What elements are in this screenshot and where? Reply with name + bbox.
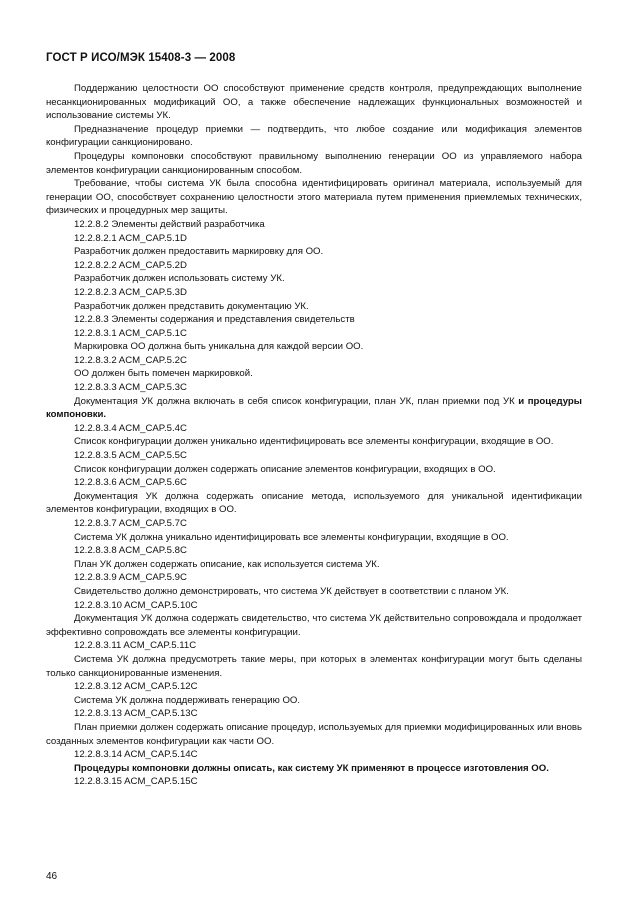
paragraph-text: Процедуры компоновки способствуют правильному выполнению генерации ОО из управляемого набора элементов конфигурации санкционированным способом. — [46, 150, 582, 176]
paragraph-text: 12.2.8.2 Элементы действий разработчика — [74, 218, 265, 230]
paragraph-text: 12.2.8.3.13 ACM_CAP.5.13C — [74, 708, 198, 720]
paragraph-text: Разработчик должен использовать систему УК. — [74, 273, 285, 285]
paragraph-text: 12.2.8.3.11 ACM_CAP.5.11C — [74, 640, 197, 652]
paragraph-text: 12.2.8.3.4 ACM_CAP.5.4C — [74, 422, 187, 434]
body-paragraph — [46, 367, 582, 381]
body-paragraph — [46, 177, 582, 218]
paragraph-text: Список конфигурации должен содержать описание элементов конфигурации, входящих в ОО. — [74, 463, 496, 475]
paragraph-text: 12.2.8.3.10 ACM_CAP.5.10C — [74, 599, 198, 611]
paragraph-text: 12.2.8.3.8 ACM_CAP.5.8C — [74, 545, 187, 557]
section-label — [46, 286, 582, 300]
paragraph-text: 12.2.8.3.1 ACM_CAP.5.1C — [74, 327, 187, 339]
body-paragraph — [46, 490, 582, 517]
section-label — [46, 232, 582, 246]
paragraph-text: 12.2.8.3.7 ACM_CAP.5.7C — [74, 518, 187, 529]
paragraph-text: 12.2.8.3 Элементы содержания и представления свидетельств — [74, 314, 355, 326]
section-label — [46, 476, 582, 490]
body-paragraph — [46, 721, 582, 748]
paragraph-text: 12.2.8.2.3 ACM_CAP.5.3D — [74, 286, 187, 298]
body-paragraph — [46, 150, 582, 177]
paragraph-text: Документация УК должна содержать свидетельство, что система УК действительно сопровождала и продолжает эффективно сопровождать все элементы конфигурации. — [46, 613, 582, 638]
section-label — [46, 381, 582, 395]
section-label — [46, 449, 582, 463]
section-label — [46, 544, 582, 558]
section-label — [46, 218, 582, 232]
body-paragraph — [46, 762, 582, 776]
paragraph-text: 12.2.8.3.14 ACM_CAP.5.14C — [74, 749, 198, 761]
paragraph-text: Требование, чтобы система УК была способна идентифицировать оригинал материала, используемый для генерации ОО, способствует сохранению целостности этого материала путем применения приемлемых технических, физических и процедурных мер защиты. — [46, 178, 582, 217]
body-paragraph — [46, 653, 582, 680]
paragraph-text: Система УК должна предусмотреть такие меры, при которых в элементах конфигурации могут быть сделаны только санкционированные изменения. — [46, 653, 582, 679]
body-paragraph — [46, 395, 582, 422]
paragraph-text: 12.2.8.3.3 ACM_CAP.5.3C — [74, 382, 187, 394]
body-paragraph — [46, 558, 582, 572]
page-number: 46 — [46, 871, 58, 882]
section-label — [46, 680, 582, 694]
paragraph-text: 12.2.8.3.6 ACM_CAP.5.6C — [74, 477, 187, 489]
paragraph-text: Документация УК должна включать в себя список конфигурации, план УК, план приемки под УК — [74, 395, 515, 407]
paragraph-text: 12.2.8.3.15 ACM_CAP.5.15C — [74, 776, 198, 788]
document-body — [46, 82, 582, 789]
body-paragraph — [46, 463, 582, 477]
section-label — [46, 571, 582, 585]
paragraph-text: План приемки должен содержать описание процедур, используемых для приемки модифицированных или вновь созданных элементов конфигурации как части ОО. — [46, 721, 582, 747]
paragraph-bold-text: и процедуры компоновки. — [46, 395, 582, 421]
paragraph-text: 12.2.8.3.9 ACM_CAP.5.9C — [74, 572, 187, 584]
paragraph-text: ОО должен быть помечен маркировкой. — [74, 368, 253, 380]
section-label — [46, 707, 582, 721]
body-paragraph — [46, 585, 582, 599]
body-paragraph — [46, 531, 582, 545]
section-label — [46, 599, 582, 613]
paragraph-text: 12.2.8.3.2 ACM_CAP.5.2C — [74, 354, 187, 366]
paragraph-text: Поддержанию целостности ОО способствуют применение средств контроля, предупреждающих выполнение несанкционированных модификаций ОО, а также обеспечение надлежащих функциональных возможностей и использование системы УК. — [46, 83, 582, 122]
section-label — [46, 313, 582, 327]
section-label — [46, 748, 582, 762]
body-paragraph — [46, 123, 582, 150]
paragraph-text: Свидетельство должно демонстрировать, что система УК действует в соответствии с планом УК. — [74, 585, 509, 597]
paragraph-text: 12.2.8.3.5 ACM_CAP.5.5C — [74, 450, 187, 462]
body-paragraph — [46, 694, 582, 708]
section-label — [46, 517, 582, 531]
body-paragraph — [46, 435, 582, 449]
paragraph-text: Разработчик должен представить документацию УК. — [74, 300, 309, 312]
paragraph-text: План УК должен содержать описание, как используется система УК. — [74, 558, 380, 570]
paragraph-text: Система УК должна поддерживать генерацию ОО. — [74, 694, 301, 706]
paragraph-text: Документация УК должна содержать описание метода, используемого для уникальной идентификации элементов конфигурации, входящих в ОО. — [46, 490, 582, 516]
document-header: ГОСТ Р ИСО/МЭК 15408-3 — 2008 — [46, 52, 236, 64]
paragraph-text: 12.2.8.2.2 ACM_CAP.5.2D — [74, 259, 187, 271]
section-label — [46, 354, 582, 368]
body-paragraph — [46, 245, 582, 259]
paragraph-text: Маркировка ОО должна быть уникальна для каждой версии ОО. — [74, 341, 364, 353]
section-label — [46, 775, 582, 789]
section-label — [46, 259, 582, 273]
paragraph-text: Разработчик должен предоставить маркировку для ОО. — [74, 246, 324, 258]
section-label — [46, 639, 582, 653]
body-paragraph — [46, 300, 582, 314]
section-label — [46, 327, 582, 341]
paragraph-bold-text: Процедуры компоновки должны описать, как систему УК применяют в процессе изготовления ОО. — [74, 762, 549, 774]
paragraph-text: 12.2.8.3.12 ACM_CAP.5.12C — [74, 681, 198, 693]
section-label — [46, 422, 582, 436]
body-paragraph — [46, 340, 582, 354]
body-paragraph — [46, 612, 582, 639]
paragraph-text: Система УК должна уникально идентифицировать все элементы конфигурации, входящие в ОО. — [74, 531, 509, 543]
paragraph-text: Предназначение процедур приемки — подтвердить, что любое создание или модификация элементов конфигурации санкционировано. — [46, 123, 582, 149]
body-paragraph — [46, 82, 582, 123]
body-paragraph — [46, 272, 582, 286]
paragraph-text: Список конфигурации должен уникально идентифицировать все элементы конфигурации, входящие в ОО. — [74, 436, 554, 448]
paragraph-text: 12.2.8.2.1 ACM_CAP.5.1D — [74, 232, 187, 244]
